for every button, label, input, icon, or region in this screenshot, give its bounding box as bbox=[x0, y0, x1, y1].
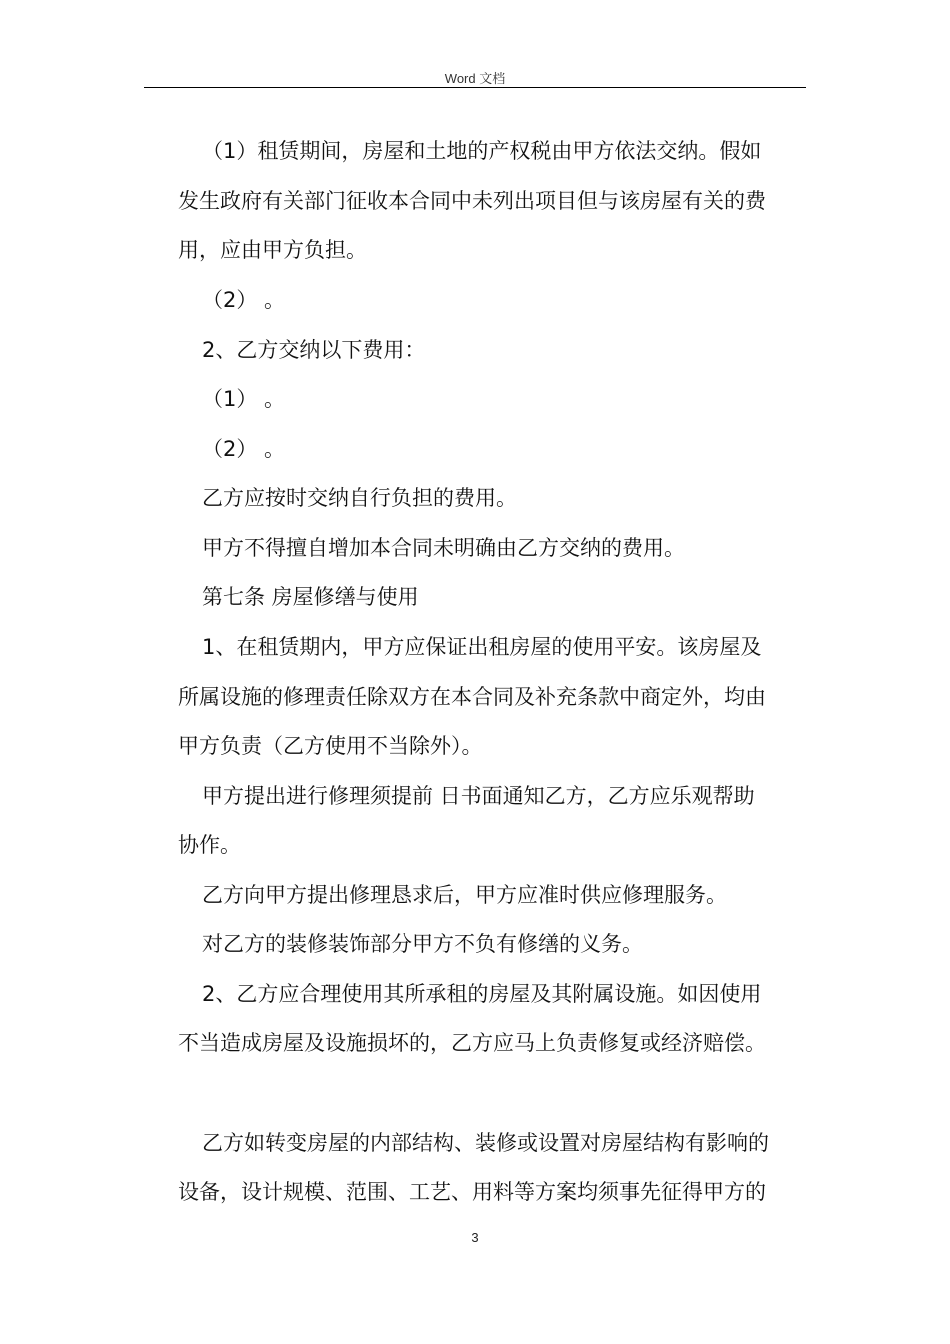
section-heading: 第七条 房屋修缮与使用 bbox=[202, 585, 419, 609]
text-line: 2、乙方交纳以下费用： bbox=[202, 338, 426, 362]
page-header: Word 文档 bbox=[444, 71, 506, 86]
text-line: 2、乙方应合理使用其所承租的房屋及其附属设施。如因使用 bbox=[202, 982, 762, 1006]
text-line: 所属设施的修理责任除双方在本合同及补充条款中商定外，均由 bbox=[178, 685, 766, 709]
page-number: 3 bbox=[471, 1230, 479, 1245]
text-line: （1）租赁期间，房屋和土地的产权税由甲方依法交纳。假如 bbox=[202, 139, 762, 163]
text-line: 不当造成房屋及设施损坏的，乙方应马上负责修复或经济赔偿。 bbox=[178, 1031, 766, 1055]
text-line: 发生政府有关部门征收本合同中未列出项目但与该房屋有关的费 bbox=[178, 189, 766, 213]
text-line: （2） 。 bbox=[202, 437, 286, 461]
text-line: 设备，设计规模、范围、工艺、用料等方案均须事先征得甲方的 bbox=[178, 1180, 766, 1204]
text-line: 1、在租赁期内，甲方应保证出租房屋的使用平安。该房屋及 bbox=[202, 635, 762, 659]
text-line: 用，应由甲方负担。 bbox=[178, 238, 367, 262]
text-line: 甲方负责（乙方使用不当除外）。 bbox=[178, 734, 483, 758]
text-line: 协作。 bbox=[178, 833, 241, 857]
text-line: 对乙方的装修装饰部分甲方不负有修缮的义务。 bbox=[202, 932, 643, 956]
text-line: 乙方应按时交纳自行负担的费用。 bbox=[202, 486, 517, 510]
text-line: （2） 。 bbox=[202, 288, 286, 312]
text-line: （1） 。 bbox=[202, 387, 286, 411]
text-line: 甲方提出进行修理须提前 日书面通知乙方，乙方应乐观帮助 bbox=[202, 784, 755, 808]
text-line: 乙方如转变房屋的内部结构、装修或设置对房屋结构有影响的 bbox=[202, 1131, 769, 1155]
text-line: 乙方向甲方提出修理恳求后，甲方应准时供应修理服务。 bbox=[202, 883, 727, 907]
text-line: 甲方不得擅自增加本合同未明确由乙方交纳的费用。 bbox=[202, 536, 685, 560]
